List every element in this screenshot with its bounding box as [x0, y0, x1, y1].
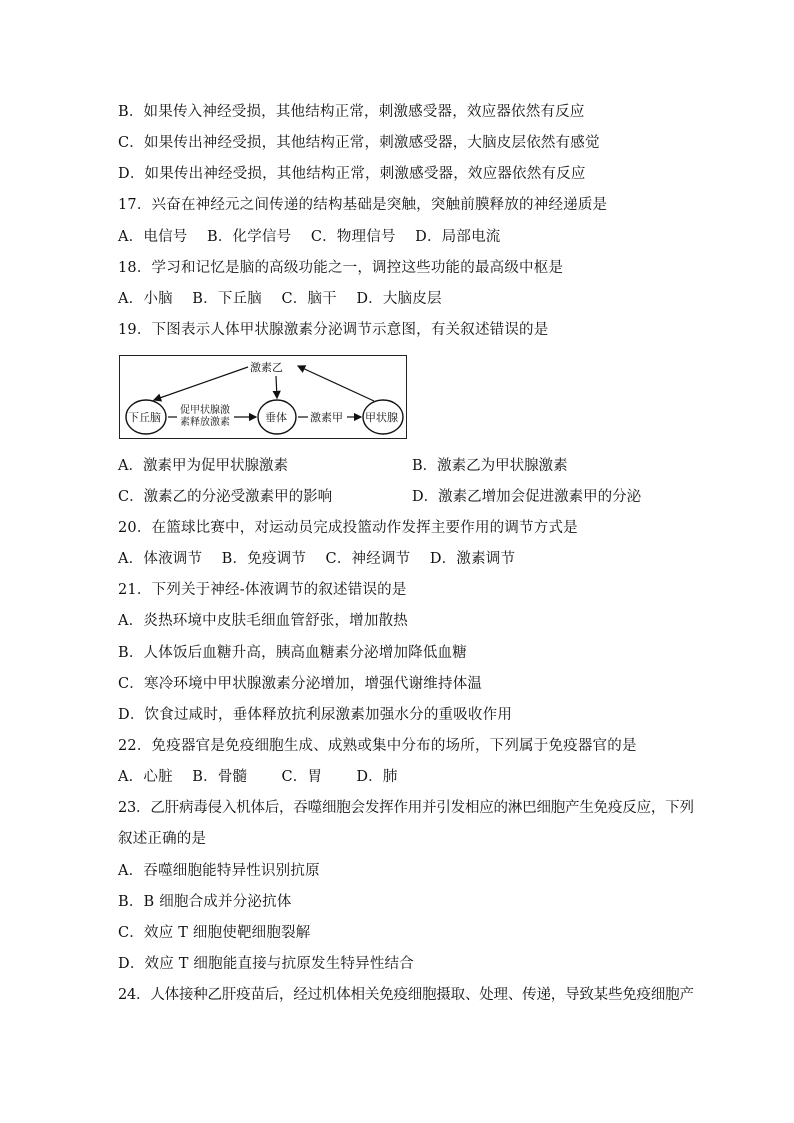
thyroid-regulation-diagram	[119, 355, 407, 439]
q23-option-b: B．B 细胞合成并分泌抗体	[118, 894, 292, 910]
q19-option-d: D．激素乙增加会促进激素甲的分泌	[412, 489, 642, 505]
q18-stem: 18．学习和记忆是脑的高级功能之一，调控这些功能的最高级中枢是	[118, 260, 564, 276]
q17-stem: 17．兴奋在神经元之间传递的结构基础是突触，突触前膜释放的神经递质是	[118, 197, 608, 213]
q19-option-a: A．激素甲为促甲状腺激素	[118, 458, 288, 474]
q23-option-a: A．吞噬细胞能特异性识别抗原	[118, 863, 320, 879]
arrow-feedback-hypothalamus	[154, 367, 248, 400]
q22-options: A．心脏 B．骨髓 C．胃 D．肺	[118, 769, 398, 785]
q23-option-c: C．效应 T 细胞使靶细胞裂解	[118, 925, 311, 941]
q16-option-c: C．如果传出神经受损，其他结构正常，刺激感受器，大脑皮层依然有感觉	[118, 135, 600, 151]
q21-option-c: C．寒冷环境中甲状腺激素分泌增加，增强代谢维持体温	[118, 676, 483, 692]
label-trh-line1: 促甲状腺激	[180, 405, 230, 416]
label-trh-line2: 素释放激素	[180, 417, 230, 428]
q19-stem: 19．下图表示人体甲状腺激素分泌调节示意图，有关叙述错误的是	[118, 322, 549, 338]
q16-option-b: B．如果传入神经受损，其他结构正常，刺激感受器，效应器依然有反应	[118, 104, 585, 120]
q19-option-c: C．激素乙的分泌受激素甲的影响	[118, 489, 333, 505]
q19-option-b: B．激素乙为甲状腺激素	[412, 458, 568, 474]
q16-option-d: D．如果传出神经受损，其他结构正常，刺激感受器，效应器依然有反应	[118, 166, 586, 182]
q20-options: A．体液调节 B．免疫调节 C．神经调节 D．激素调节	[118, 551, 516, 567]
q23-stem-cont: 叙述正确的是	[118, 831, 207, 847]
q21-option-a: A．炎热环境中皮肤毛细血管舒张，增加散热	[118, 613, 408, 629]
q21-option-b: B．人体饭后血糖升高，胰高血糖素分泌增加降低血糖	[118, 645, 467, 661]
arrow-thyroid-hormone-b	[298, 366, 374, 401]
diagram-svg	[120, 356, 408, 440]
q23-option-d: D．效应 T 细胞能直接与抗原发生特异性结合	[118, 956, 414, 972]
q21-option-d: D．饮食过咸时，垂体释放抗利尿激素加强水分的重吸收作用	[118, 707, 513, 723]
q18-options: A．小脑 B．下丘脑 C．脑干 D．大脑皮层	[118, 291, 442, 307]
q22-stem: 22．免疫器官是免疫细胞生成、成熟或集中分布的场所，下列属于免疫器官的是	[118, 738, 637, 754]
label-hypothalamus: 下丘脑	[128, 411, 161, 424]
label-pituitary: 垂体	[265, 411, 287, 424]
q23-stem: 23．乙肝病毒侵入机体后，吞噬细胞会发挥作用并引发相应的淋巴细胞产生免疫反应，下列	[118, 800, 694, 816]
q17-options: A．电信号 B．化学信号 C．物理信号 D．局部电流	[118, 229, 501, 245]
q21-stem: 21．下列关于神经-体液调节的叙述错误的是	[118, 582, 407, 598]
label-hormone-a: 激素甲	[310, 411, 343, 424]
q24-stem: 24．人体接种乙肝疫苗后，经过机体相关免疫细胞摄取、处理、传递，导致某些免疫细胞产	[118, 987, 694, 1003]
label-hormone-b: 激素乙	[250, 361, 283, 374]
label-thyroid: 甲状腺	[365, 411, 398, 424]
arrow-feedback-pituitary	[276, 376, 277, 398]
q20-stem: 20．在篮球比赛中，对运动员完成投篮动作发挥主要作用的调节方式是	[118, 520, 578, 536]
